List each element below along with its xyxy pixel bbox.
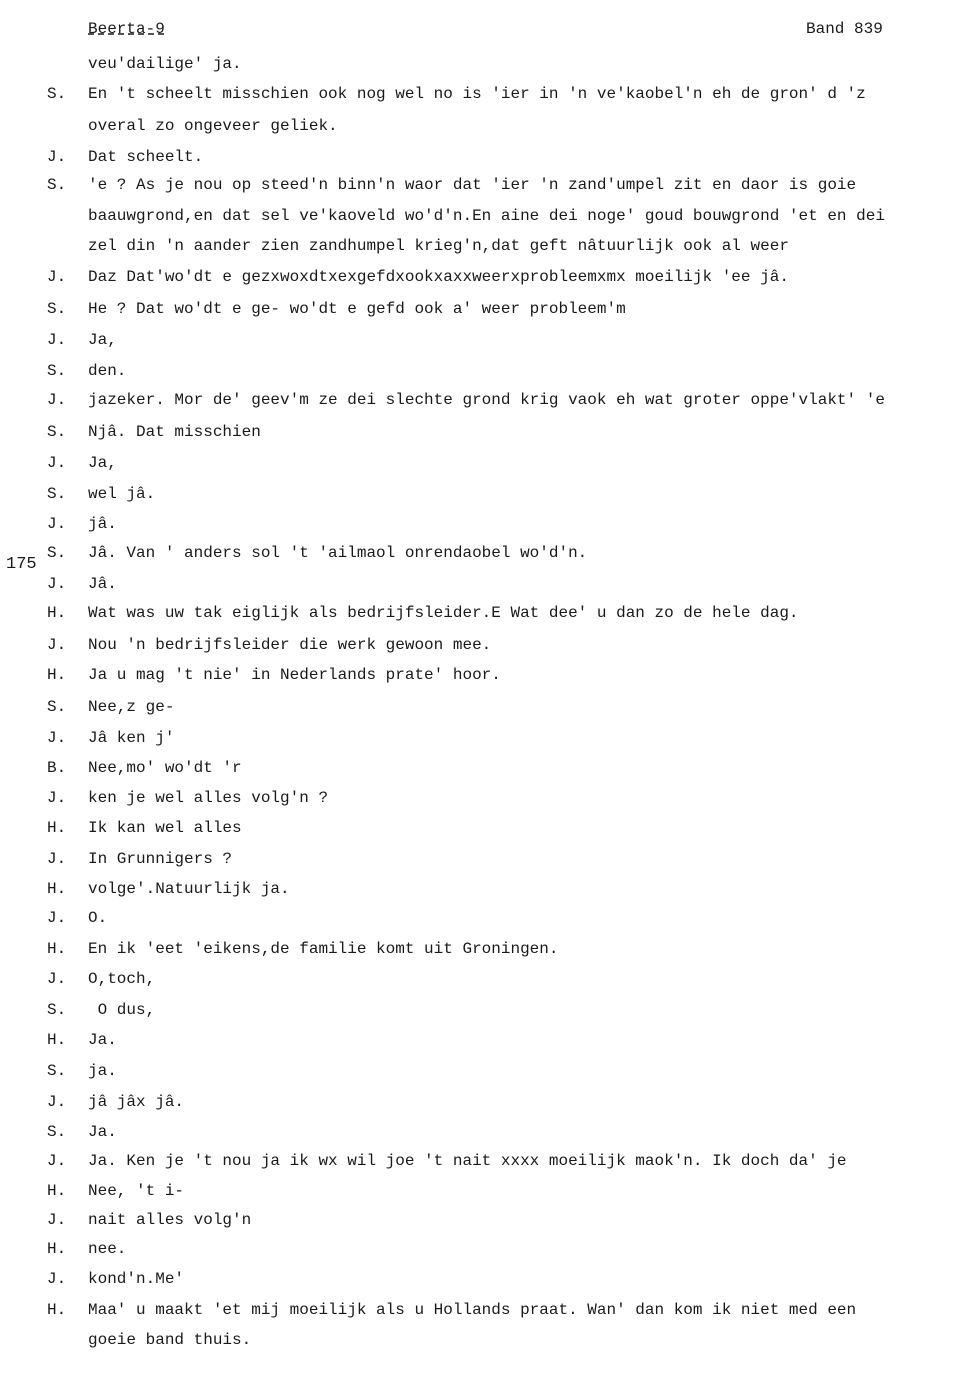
utterance-text: goeie band thuis. <box>88 1331 252 1349</box>
speaker-label: J. <box>47 850 67 868</box>
utterance-text: O dus, <box>88 1001 156 1019</box>
utterance-text: Daz Dat'wo'dt e gezxwoxdtxexgefdxookxaxxweerxprobleemxmx moeilijk 'ee jâ. <box>88 268 789 286</box>
utterance-text: ja. <box>88 1062 117 1080</box>
utterance-text: volge'.Natuurlijk ja. <box>88 880 290 898</box>
utterance-text: Wat was uw tak eiglijk als bedrijfsleider.E Wat dee' u dan zo de hele dag. <box>88 604 799 622</box>
utterance-text: He ? Dat wo'dt e ge- wo'dt e gefd ook a' weer probleem'm <box>88 300 626 318</box>
utterance-text: Ja, <box>88 331 117 349</box>
margin-number: 175 <box>6 555 37 574</box>
speaker-label: J. <box>47 454 67 472</box>
speaker-label: J. <box>47 391 67 409</box>
speaker-label: H. <box>47 604 67 622</box>
speaker-label: H. <box>47 880 67 898</box>
utterance-text: 'e ? As je nou op steed'n binn'n waor dat 'ier 'n zand'umpel zit en daor is goie <box>88 176 857 194</box>
utterance-text: Nee,mo' wo'dt 'r <box>88 759 242 777</box>
utterance-text: zel din 'n aander zien zandhumpel krieg'n,dat geft nâtuurlijk ook al weer <box>88 237 789 255</box>
utterance-text: Dat scheelt. <box>88 148 204 166</box>
utterance-text: Njâ. Dat misschien <box>88 423 261 441</box>
utterance-text: veu'dailige' ja. <box>88 55 242 73</box>
speaker-label: H. <box>47 1240 67 1258</box>
speaker-label: J. <box>47 268 67 286</box>
speaker-label: S. <box>47 362 67 380</box>
utterance-text: overal zo ongeveer geliek. <box>88 117 338 135</box>
speaker-label: S. <box>47 485 67 503</box>
speaker-label: S. <box>47 544 67 562</box>
speaker-label: J. <box>47 148 67 166</box>
speaker-label: S. <box>47 1123 67 1141</box>
utterance-text: O,toch, <box>88 970 156 988</box>
speaker-label: J. <box>47 789 67 807</box>
utterance-text: jazeker. Mor de' geev'm ze dei slechte grond krig vaok eh wat groter oppe'vlakt' 'e <box>88 391 885 409</box>
page-header-left: Beerta-9 <box>88 20 165 38</box>
speaker-label: J. <box>47 1211 67 1229</box>
speaker-label: H. <box>47 819 67 837</box>
speaker-label: H. <box>47 940 67 958</box>
utterance-text: En ik 'eet 'eikens,de familie komt uit Groningen. <box>88 940 559 958</box>
utterance-text: Ik kan wel alles <box>88 819 242 837</box>
utterance-text: Ja. <box>88 1031 117 1049</box>
speaker-label: H. <box>47 666 67 684</box>
utterance-text: Ja, <box>88 454 117 472</box>
utterance-text: En 't scheelt misschien ook nog wel no is 'ier in 'n ve'kaobel'n eh de gron' d 'z <box>88 85 866 103</box>
speaker-label: J. <box>47 729 67 747</box>
speaker-label: S. <box>47 698 67 716</box>
utterance-text: den. <box>88 362 127 380</box>
utterance-text: nait alles volg'n <box>88 1211 252 1229</box>
speaker-label: J. <box>47 909 67 927</box>
speaker-label: J. <box>47 1270 67 1288</box>
utterance-text: Jâ ken j' <box>88 729 175 747</box>
utterance-text: nee. <box>88 1240 127 1258</box>
utterance-text: kond'n.Me' <box>88 1270 185 1288</box>
utterance-text: O. <box>88 909 108 927</box>
speaker-label: B. <box>47 759 67 777</box>
utterance-text: Ja. Ken je 't nou ja ik wx wil joe 't nait xxxx moeilijk maok'n. Ik doch da' je <box>88 1152 847 1170</box>
utterance-text: Nee,z ge- <box>88 698 175 716</box>
speaker-label: J. <box>47 515 67 533</box>
utterance-text: Nee, 't i- <box>88 1182 185 1200</box>
speaker-label: J. <box>47 1152 67 1170</box>
speaker-label: H. <box>47 1031 67 1049</box>
utterance-text: jâ jâx jâ. <box>88 1093 185 1111</box>
utterance-text: wel jâ. <box>88 485 156 503</box>
utterance-text: jâ. <box>88 515 117 533</box>
utterance-text: ken je wel alles volg'n ? <box>88 789 329 807</box>
utterance-text: Ja u mag 't nie' in Nederlands prate' hoor. <box>88 666 501 684</box>
speaker-label: S. <box>47 1062 67 1080</box>
page-header-right: Band 839 <box>806 20 883 38</box>
utterance-text: Ja. <box>88 1123 117 1141</box>
utterance-text: In Grunnigers ? <box>88 850 233 868</box>
speaker-label: J. <box>47 970 67 988</box>
speaker-label: H. <box>47 1301 67 1319</box>
speaker-label: S. <box>47 85 67 103</box>
speaker-label: S. <box>47 176 67 194</box>
speaker-label: J. <box>47 1093 67 1111</box>
speaker-label: J. <box>47 331 67 349</box>
utterance-text: baauwgrond,en dat sel ve'kaoveld wo'd'n.En aine dei noge' goud bouwgrond 'et en dei <box>88 207 885 225</box>
speaker-label: H. <box>47 1182 67 1200</box>
speaker-label: S. <box>47 300 67 318</box>
utterance-text: Jâ. Van ' anders sol 't 'ailmaol onrendaobel wo'd'n. <box>88 544 588 562</box>
utterance-text: Jâ. <box>88 575 117 593</box>
speaker-label: J. <box>47 636 67 654</box>
speaker-label: J. <box>47 575 67 593</box>
utterance-text: Nou 'n bedrijfsleider die werk gewoon mee. <box>88 636 492 654</box>
utterance-text: Maa' u maakt 'et mij moeilijk als u Hollands praat. Wan' dan kom ik niet med een <box>88 1301 857 1319</box>
speaker-label: S. <box>47 1001 67 1019</box>
speaker-label: S. <box>47 423 67 441</box>
